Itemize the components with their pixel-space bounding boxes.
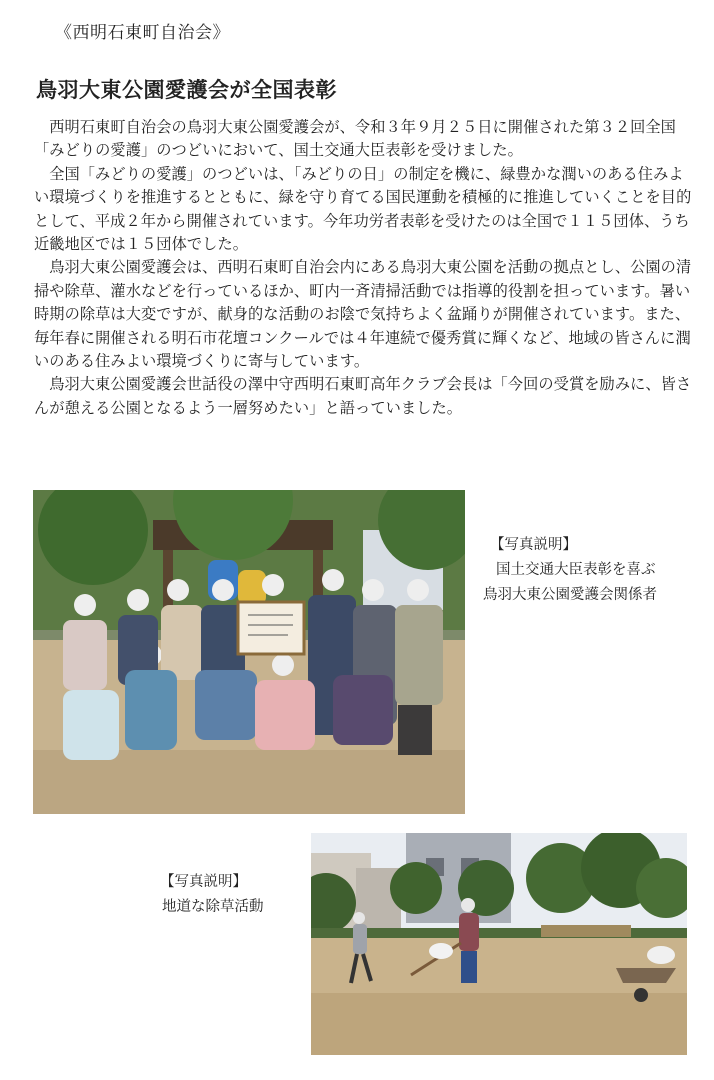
caption-group-photo [478,533,698,608]
paragraph: 鳥羽大東公園愛護会は、西明石東町自治会内にある鳥羽大東公園を活動の拠点とし、公園の清掃や除草、灌水などを行っているほか、町内一斉清掃活動では指導的役割を担っています。暑い時期の除草は大変ですが、献身的な活動のお陰で気持ちよく盆踊りが開催されています。また、毎年春に開催される明石市花壇コンクールでは４年連続で優秀賞に輝くなど、地域の皆さんに潤いのある住みよい環境づくりに寄与しています。 [34,258,692,371]
group-photo [33,490,465,814]
caption-line: 地道な除草活動 [162,899,264,915]
caption-line: 鳥羽大東公園愛護会関係者 [483,587,657,603]
paragraph: 全国「みどりの愛護」のつどいは、「みどりの日」の制定を機に、緑豊かな潤いのある住みよい環境づくりを推進するとともに、緑を守り育てる国民運動を積極的に推進していくことを目的として、平成２年から開催されています。今年功労者表彰を受けたのは全国で１１５団体、うち近畿地区では１５団体でした。 [34,164,692,254]
article-body [34,116,694,420]
paragraph: 鳥羽大東公園愛護会世話役の澤中守西明石東町高年クラブ会長は「今回の受賞を励みに、皆さんが憩える公園となるよう一層努めたい」と語っていました。 [34,375,692,417]
paragraph: 西明石東町自治会の鳥羽大東公園愛護会が、令和３年９月２５日に開催された第３２回全国「みどりの愛護」のつどいにおいて、国土交通大臣表彰を受けました。 [34,118,676,160]
article-title: 鳥羽大東公園愛護会が全国表彰 [36,78,337,102]
caption-weeding-photo [160,870,310,920]
caption-heading: 【写真説明】 [490,537,577,553]
caption-line: 国土交通大臣表彰を喜ぶ [496,562,656,578]
section-tag: 《西明石東町自治会》 [55,23,230,43]
caption-heading: 【写真説明】 [160,874,247,890]
weeding-photo [311,833,687,1055]
